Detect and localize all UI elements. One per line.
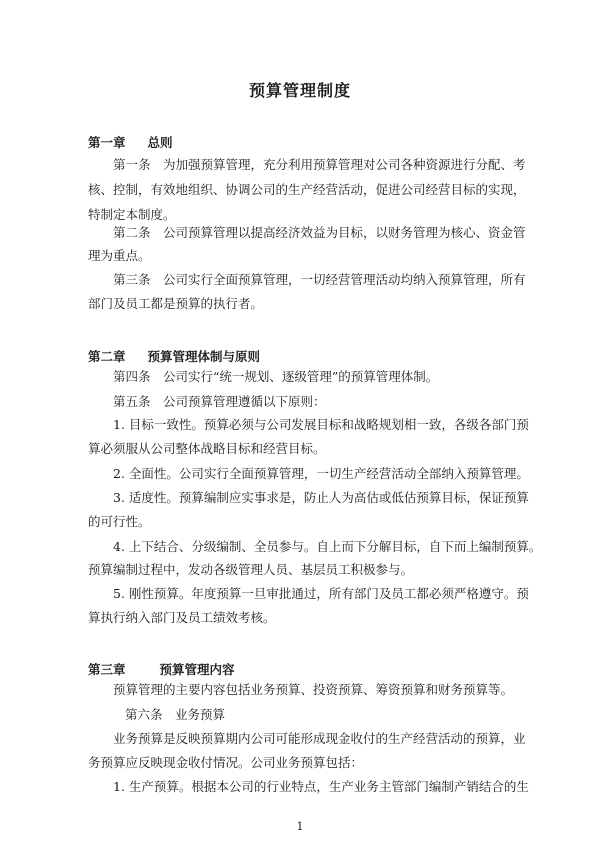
article-4: 第四条 公司实行“统一规划、逐级管理”的预算管理体制。 [113, 369, 439, 384]
article-1-line-3: 特制定本制度。 [88, 207, 176, 222]
chapter-1-heading [88, 133, 173, 151]
article-2-line-1: 第二条 公司预算管理以提高经济效益为目标，以财务管理为核心、资金管 [113, 225, 526, 240]
article-1-line-1: 第一条 为加强预算管理，充分利用预算管理对公司各种资源进行分配、考 [113, 157, 526, 172]
article-6: 第六条 业务预算 [125, 707, 226, 722]
article-3-line-1: 第三条 公司实行全面预算管理，一切经营管理活动均纳入预算管理，所有 [113, 272, 526, 287]
page-title: 预算管理制度 [248, 81, 351, 100]
principle-5-line-2: 算执行纳入部门及员工绩效考核。 [88, 610, 276, 625]
chapter-number: 第二章 [88, 349, 126, 364]
budget-item-1: 1. 生产预算。根据本公司的行业特点，生产业务主管部门编制产销结合的生 [113, 779, 529, 794]
chapter-title: 总则 [147, 135, 173, 150]
page-number: 1 [296, 820, 304, 833]
principle-3-line-1: 3. 适度性。预算编制应实事求是，防止人为高估或低估预算目标，保证预算 [113, 490, 529, 505]
chapter-3-heading [88, 660, 235, 678]
business-budget-line-2: 务预算应反映现金收付情况。公司业务预算包括： [88, 755, 364, 770]
principle-1-line-2: 算必须服从公司整体战略目标和经营目标。 [88, 441, 326, 456]
chapter-title: 预算管理体制与原则 [147, 349, 261, 364]
business-budget-line-1: 业务预算是反映预算期内公司可能形成现金收付的生产经营活动的预算，业 [113, 731, 526, 746]
article-1-line-2: 核、控制，有效地组织、协调公司的生产经营活动，促进公司经营目标的实现， [88, 182, 526, 197]
article-5: 第五条 公司预算管理遵循以下原则： [113, 394, 326, 409]
principle-4-line-1: 4. 上下结合、分级编制、全员参与。自上而下分解目标，自下而上编制预算。 [113, 539, 542, 554]
principle-4-line-2: 预算编制过程中，发动各级管理人员、基层员工积极参与。 [88, 562, 414, 577]
chapter-title: 预算管理内容 [159, 662, 235, 677]
principle-5-line-1: 5. 刚性预算。年度预算一旦审批通过，所有部门及员工都必须严格遵守。预 [113, 586, 529, 601]
chapter-3-intro: 预算管理的主要内容包括业务预算、投资预算、筹资预算和财务预算等。 [113, 682, 514, 697]
article-2-line-2: 理为重点。 [88, 248, 151, 263]
chapter-number: 第一章 [88, 135, 126, 150]
chapter-2-heading [88, 347, 260, 365]
principle-2: 2. 全面性。公司实行全面预算管理，一切生产经营活动全部纳入预算管理。 [113, 466, 529, 481]
chapter-number: 第三章 [88, 662, 126, 677]
article-3-line-2: 部门及员工都是预算的执行者。 [88, 296, 264, 311]
principle-1-line-1: 1. 目标一致性。预算必须与公司发展目标和战略规划相一致，各级各部门预 [113, 417, 529, 432]
principle-3-line-2: 的可行性。 [88, 514, 151, 529]
